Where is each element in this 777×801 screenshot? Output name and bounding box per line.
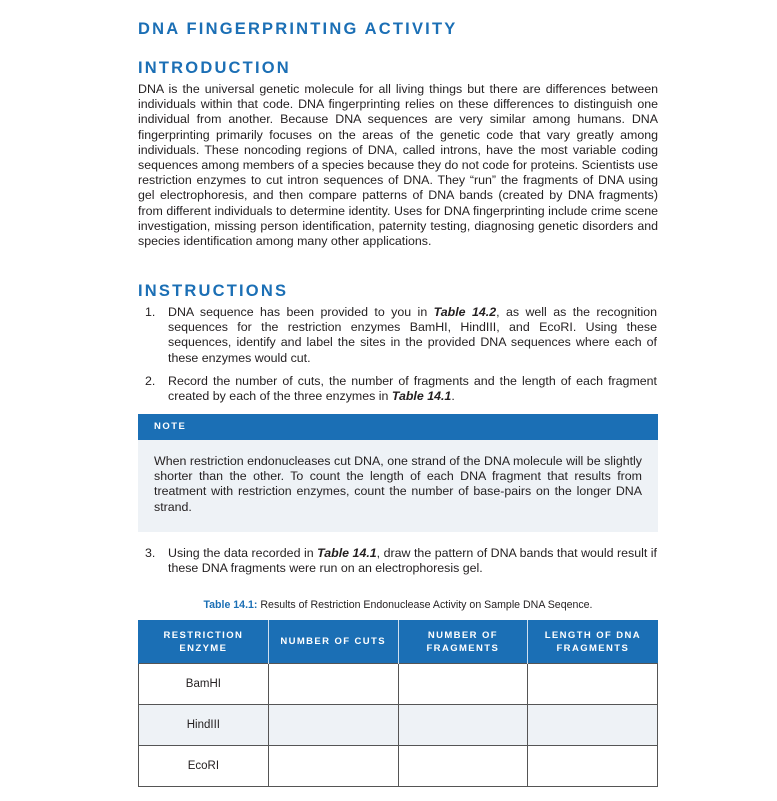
note-box — [138, 414, 658, 532]
item-text-post: , draw the pattern of DNA bands that would result if these DNA fragments were run on an electrophoresis gel. — [168, 546, 657, 576]
instruction-item — [145, 305, 657, 366]
fragments-cell[interactable] — [398, 664, 528, 705]
table-row — [139, 746, 658, 787]
item-text-post: . — [451, 389, 455, 404]
results-table — [138, 620, 658, 787]
length-cell[interactable] — [528, 664, 658, 705]
enzyme-cell: HindIII — [139, 705, 269, 746]
cuts-cell[interactable] — [268, 705, 398, 746]
instruction-item — [145, 546, 657, 576]
table-reference: Table 14.1 — [391, 389, 452, 404]
table-row — [139, 705, 658, 746]
caption-text: Results of Restriction Endonuclease Activity on Sample DNA Seqence. — [257, 599, 593, 611]
introduction-heading: INTRODUCTION — [138, 59, 291, 77]
item-text-post: , as well as the recognition sequences for the restriction enzymes BamHI, HindIII, and EcoRI. Using these sequences, identify and label the sites in the provided DNA sequences where each of these enzymes would cut. — [168, 305, 658, 365]
cuts-cell[interactable] — [268, 746, 398, 787]
page-title: DNA FINGERPRINTING ACTIVITY — [138, 20, 458, 38]
length-cell[interactable] — [528, 746, 658, 787]
instruction-item — [145, 374, 657, 404]
item-text-pre: Record the number of cuts, the number of fragments and the length of each fragment created by each of the three enzymes in — [168, 374, 657, 404]
header-number-of-fragments: NUMBER OF FRAGMENTS — [398, 620, 528, 664]
header-length-of-fragments: LENGTH OF DNA FRAGMENTS — [528, 620, 658, 664]
table-caption — [138, 599, 658, 611]
note-body: When restriction endonucleases cut DNA, one strand of the DNA molecule will be slightly shorter than the other. To count the length of each DNA fragment that results from treatment with restriction enzymes, count the number of base-pairs on the longer DNA strand. — [154, 454, 642, 514]
introduction-body: DNA is the universal genetic molecule for all living things but there are differences between individuals within that code. DNA fingerprinting relies on these differences to distinguish one individual from another. Because DNA sequences are very similar among humans. DNA fingerprinting primarily focuses on the areas of the genetic code that vary greatly among individuals. These noncoding regions of DNA, called introns, have the most variable coding sequences among members of a species because they do not code for proteins. Scientists use restriction enzymes to cut intron sequences of DNA. They “run” the fragments of DNA using gel electrophoresis, and then compare patterns of DNA bands (created by DNA fragments) from different individuals to determine identity. Uses for DNA fingerprinting include crime scene investigation, missing person identification, paternity testing, diagnosing genetic disorders and species identification among many other applications. — [138, 82, 659, 249]
enzyme-cell: EcoRI — [139, 746, 269, 787]
instructions-heading: INSTRUCTIONS — [138, 282, 289, 300]
enzyme-cell: BamHI — [139, 664, 269, 705]
item-text — [168, 374, 657, 404]
header-number-of-cuts: NUMBER OF CUTS — [268, 620, 398, 664]
item-text-pre: Using the data recorded in — [168, 546, 318, 560]
item-text-pre: DNA sequence has been provided to you in — [168, 305, 434, 319]
caption-label: Table 14.1: — [203, 599, 258, 611]
table-reference: Table 14.2 — [433, 305, 497, 319]
table-reference: Table 14.1 — [317, 546, 377, 560]
item-number: 1. — [145, 305, 156, 319]
header-restriction-enzyme: RESTRICTION ENZYME — [139, 620, 269, 664]
fragments-cell[interactable] — [398, 746, 528, 787]
item-text — [168, 546, 657, 576]
table-row — [139, 664, 658, 705]
item-number: 3. — [145, 546, 156, 560]
cuts-cell[interactable] — [268, 664, 398, 705]
length-cell[interactable] — [528, 705, 658, 746]
note-label: NOTE — [138, 414, 658, 440]
fragments-cell[interactable] — [398, 705, 528, 746]
item-number: 2. — [145, 374, 156, 388]
item-text — [168, 305, 657, 366]
